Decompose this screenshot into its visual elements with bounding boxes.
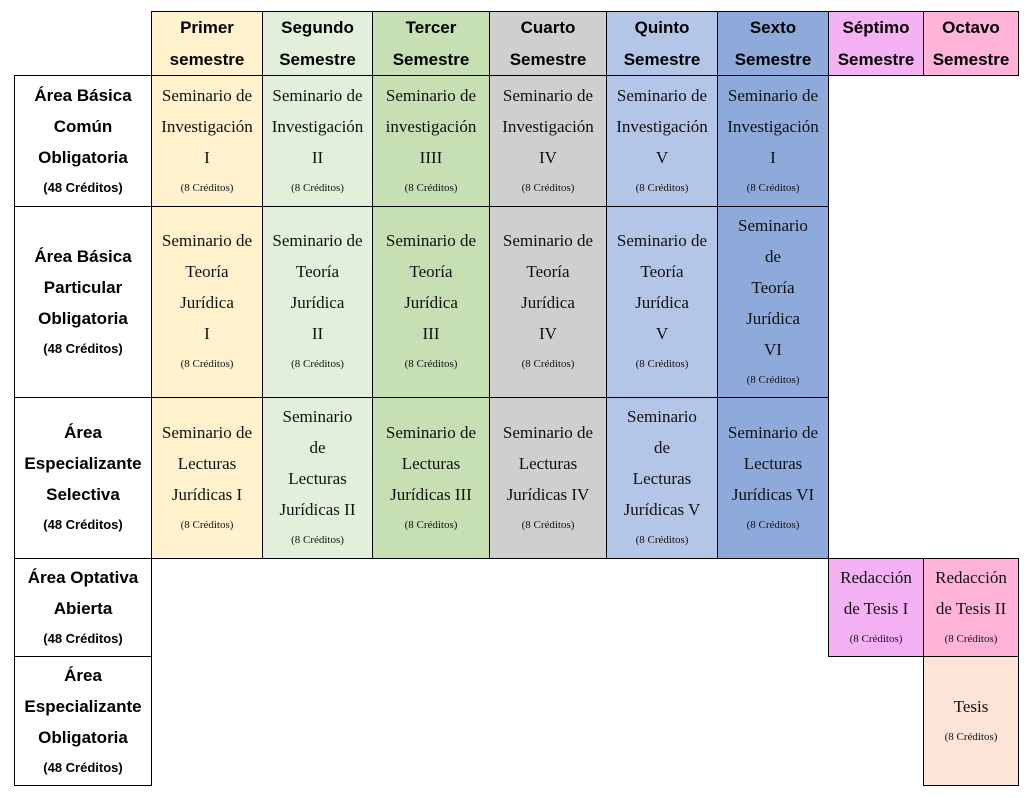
header-semester-8 (923, 11, 1019, 76)
course-line: Teoría (185, 262, 229, 281)
course-line: Jurídicas IV (506, 484, 590, 504)
area-label-line: Obligatoria (38, 147, 128, 167)
course-teoria-3 (372, 206, 490, 398)
course-line: Teoría (640, 262, 684, 281)
course-credits: (8 Créditos) (521, 358, 575, 370)
header-semester-6 (717, 11, 829, 76)
course-line: Teoría (751, 277, 795, 297)
course-line: Seminario de (272, 231, 363, 250)
course-line: Jurídica (521, 293, 575, 312)
course-redaccion-tesis-2 (923, 558, 1019, 657)
course-line: de (309, 438, 326, 457)
header-line-1: Tercer (405, 17, 457, 37)
header-semester-2 (262, 11, 373, 76)
course-credits: (8 Créditos) (635, 358, 689, 370)
course-investigacion-2 (262, 75, 373, 207)
course-line: Jurídica (180, 293, 234, 312)
course-line: Seminario de (272, 85, 363, 105)
course-credits: (8 Créditos) (291, 534, 344, 546)
course-line: Seminario de (161, 422, 253, 442)
course-investigacion-4 (489, 75, 607, 207)
course-line: Lecturas (288, 469, 347, 488)
header-line-1: Segundo (281, 17, 354, 37)
area-label-line: Abierta (53, 598, 113, 618)
area-label-line: Área (64, 665, 102, 685)
course-line: Seminario de (616, 231, 708, 250)
header-line-1: Sexto (749, 17, 797, 37)
course-line: Jurídicas VI (731, 484, 815, 504)
course-line: I (770, 147, 776, 167)
course-lecturas-2 (262, 397, 373, 559)
course-teoria-5 (606, 206, 718, 398)
area-label-line: Obligatoria (38, 308, 128, 328)
course-line: Teoría (295, 262, 340, 281)
course-line: Seminario de (385, 85, 477, 105)
course-line: de (764, 246, 782, 266)
header-line-1: Séptimo (842, 17, 910, 37)
course-line: Investigación (616, 116, 708, 136)
area-label-line: Área Básica (34, 246, 132, 266)
course-line: III (422, 324, 440, 343)
course-line: V (655, 147, 669, 167)
course-investigacion-5 (606, 75, 718, 207)
course-line: Investigación (271, 116, 364, 136)
header-semester-7 (828, 11, 924, 76)
course-teoria-4 (489, 206, 607, 398)
area-label-line: Particular (43, 277, 123, 297)
course-credits: (8 Créditos) (746, 518, 800, 531)
course-lecturas-6 (717, 397, 829, 559)
course-line: Jurídica (746, 308, 800, 328)
course-line: Jurídica (404, 293, 458, 312)
header-semester-3 (372, 11, 490, 76)
area-label-line: Especializante (24, 453, 142, 473)
course-investigacion-3 (372, 75, 490, 207)
course-line: Jurídica (290, 293, 345, 312)
course-line: Seminario de (616, 85, 708, 105)
course-line: I (204, 324, 210, 343)
area-credits: (48 Créditos) (43, 630, 123, 646)
header-line-2: Semestre (392, 49, 470, 69)
course-investigacion-1 (151, 75, 263, 207)
area-label-line: Común (53, 116, 113, 136)
course-line: II (311, 324, 324, 343)
course-line: Seminario de (502, 85, 594, 105)
header-semester-4 (489, 11, 607, 76)
course-line: Teoría (409, 262, 453, 281)
course-credits: (8 Créditos) (521, 181, 575, 194)
course-line: Lecturas (518, 453, 578, 473)
course-line: Jurídicas II (279, 500, 356, 519)
header-line-2: Semestre (509, 49, 587, 69)
area-credits: (48 Créditos) (43, 516, 123, 532)
area-label-line: Área Optativa (27, 567, 139, 587)
course-teoria-6 (717, 206, 829, 398)
course-line: de (653, 438, 671, 457)
course-credits: (8 Créditos) (404, 518, 458, 531)
header-line-2: Semestre (623, 49, 701, 69)
course-line: Investigación (161, 116, 253, 136)
header-line-2: Semestre (734, 49, 812, 69)
course-line: IV (539, 147, 557, 167)
header-semester-5 (606, 11, 718, 76)
course-line: Lecturas (743, 453, 803, 473)
course-tesis (923, 656, 1019, 786)
area-optativa-abierta (14, 558, 152, 657)
course-teoria-2 (262, 206, 373, 398)
course-credits: (8 Créditos) (180, 518, 234, 531)
course-line: Seminario de (727, 422, 819, 442)
course-lecturas-3 (372, 397, 490, 559)
course-lecturas-4 (489, 397, 607, 559)
course-credits: (8 Créditos) (944, 730, 998, 743)
course-line: Redacción (935, 567, 1007, 587)
header-line-1: Quinto (634, 17, 690, 37)
course-line: VI (764, 339, 782, 359)
header-line-2: Semestre (279, 49, 356, 69)
area-basica-comun (14, 75, 152, 207)
course-line: Seminario de (727, 85, 819, 105)
area-credits: (48 Créditos) (43, 179, 123, 195)
course-credits: (8 Créditos) (635, 181, 689, 194)
course-line: Jurídica (635, 293, 689, 312)
course-line: Seminario de (161, 231, 253, 250)
course-line: II (311, 147, 324, 167)
course-line: Seminario de (502, 422, 594, 442)
course-line: Seminario (738, 215, 808, 235)
course-lecturas-1 (151, 397, 263, 559)
course-credits: (8 Créditos) (746, 181, 800, 194)
area-credits: (48 Créditos) (43, 340, 123, 356)
course-credits: (8 Créditos) (849, 632, 903, 645)
course-line: Tesis (953, 696, 989, 716)
course-line: Seminario de (385, 231, 477, 250)
course-credits: (8 Créditos) (180, 181, 234, 194)
area-label-line: Área Básica (34, 85, 132, 105)
area-label-line: Especializante (24, 696, 142, 716)
area-label-line: Obligatoria (38, 727, 128, 747)
course-line: Seminario de (502, 231, 594, 250)
course-line: Lecturas (177, 453, 237, 473)
course-credits: (8 Créditos) (746, 373, 800, 386)
course-line: Seminario de (385, 422, 477, 442)
header-line-2: Semestre (837, 49, 915, 69)
course-credits: (8 Créditos) (404, 181, 458, 194)
header-line-1: Octavo (942, 17, 1000, 37)
course-line: de Tesis II (935, 598, 1007, 618)
course-line: Jurídicas III (390, 484, 472, 504)
area-label-line: Área (64, 422, 102, 442)
header-line-1: Primer (180, 17, 234, 37)
course-line: Seminario (627, 407, 697, 426)
course-line: Investigación (727, 116, 819, 136)
course-line: Lecturas (632, 469, 692, 488)
course-line: Redacción (840, 567, 912, 587)
course-credits: (8 Créditos) (180, 358, 234, 370)
course-line: Investigación (502, 116, 594, 136)
course-credits: (8 Créditos) (521, 518, 575, 531)
course-redaccion-tesis-1 (828, 558, 924, 657)
course-line: Seminario de (161, 85, 253, 105)
course-credits: (8 Créditos) (291, 181, 344, 194)
course-line: de Tesis I (843, 598, 909, 618)
header-line-2: semestre (169, 49, 245, 69)
area-credits: (48 Créditos) (43, 759, 123, 775)
course-credits: (8 Créditos) (635, 534, 689, 546)
course-line: Teoría (526, 262, 570, 281)
course-investigacion-6 (717, 75, 829, 207)
course-credits: (8 Créditos) (944, 632, 998, 645)
area-basica-particular (14, 206, 152, 398)
course-lecturas-5 (606, 397, 718, 559)
header-line-1: Cuarto (520, 17, 576, 37)
course-line: IIII (419, 147, 443, 167)
course-teoria-1 (151, 206, 263, 398)
course-line: V (655, 324, 669, 343)
header-line-2: Semestre (932, 49, 1010, 69)
course-line: investigación (385, 116, 477, 136)
course-credits: (8 Créditos) (404, 358, 458, 370)
course-line: Jurídicas V (623, 500, 701, 519)
course-line: I (204, 147, 210, 167)
area-especializante-selectiva (14, 397, 152, 559)
course-line: Jurídicas I (171, 484, 243, 504)
course-line: Lecturas (401, 453, 461, 473)
course-line: IV (539, 324, 557, 343)
course-credits: (8 Créditos) (291, 358, 344, 370)
header-semester-1 (151, 11, 263, 76)
course-line: Seminario (282, 407, 353, 426)
area-especializante-obligatoria (14, 656, 152, 786)
area-label-line: Selectiva (46, 484, 120, 504)
